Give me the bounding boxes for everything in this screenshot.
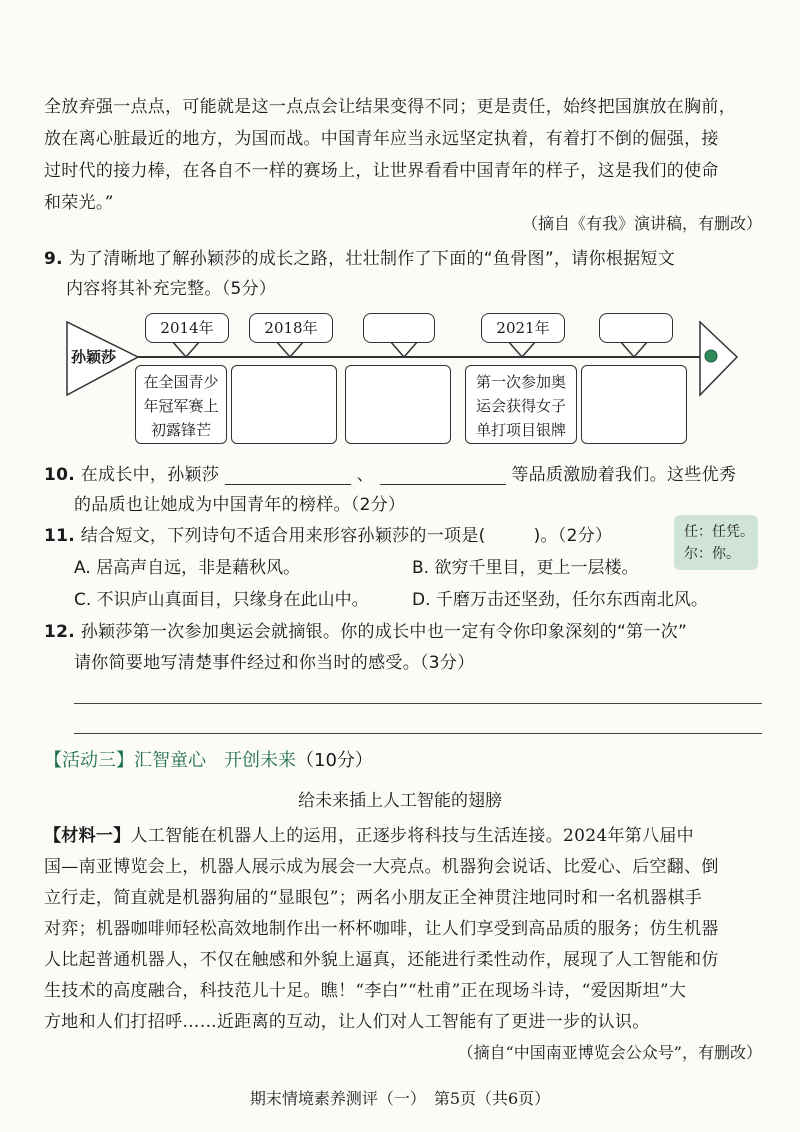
- material-1-line-7: 方地和人们打招呼……近距离的互动，让人们对人工智能有了更进一步的认识。: [44, 1012, 650, 1032]
- option-b: B. 欲穷千里目，更上一层楼。: [412, 558, 639, 578]
- question-10: [44, 460, 764, 485]
- passage-line-4: 和荣光。”: [44, 193, 114, 213]
- question-10-blank-2[interactable]: [380, 466, 506, 485]
- material-1-line-6: 生技术的高度融合，科技范儿十足。瞧！“李白”“杜甫”正在现场斗诗，“爱因斯坦”大: [44, 981, 687, 1001]
- question-11-stem: 结合短文，下列诗句不适合用来形容孙颖莎的一项是(: [80, 526, 486, 546]
- question-9-number: 9.: [44, 249, 63, 269]
- question-10-post: 等品质激励着我们。这些优秀: [511, 465, 737, 485]
- option-a: A. 居高声自远，非是藉秋风。: [74, 558, 301, 578]
- year-pill-4: 2021年: [481, 313, 565, 343]
- question-11: [44, 521, 764, 546]
- fishbone-head-label: 孙颖莎: [71, 348, 117, 366]
- material-title: 给未来插上人工智能的翅膀: [298, 791, 502, 811]
- question-10-sep: 、: [356, 465, 374, 485]
- event-box-4: [465, 365, 577, 444]
- activity-3-heading: [44, 746, 373, 772]
- question-11-stem-end: )。（2分）: [533, 526, 613, 546]
- material-1-source: （摘自“中国南亚博览会公众号”，有删改）: [457, 1043, 762, 1062]
- event-box-4-line-1: 第一次参加奥: [475, 373, 566, 391]
- option-d: D. 千磨万击还坚劲，任尔东西南北风。: [412, 590, 708, 610]
- passage-line-1: 全放弃强一点点，可能就是这一点点会让结果变得不同；更是责任，始终把国旗放在胸前，: [44, 97, 736, 117]
- question-11-number: 11.: [44, 526, 76, 546]
- event-box-2-blank[interactable]: [231, 365, 337, 444]
- material-1-text-1: 人工智能在机器人上的运用，正逐步将科技与生活连接。2024年第八届中: [130, 826, 694, 846]
- annotation-note-line-2: 尔：你。: [684, 546, 740, 562]
- fishbone-connector-3: [390, 341, 418, 357]
- event-box-1: [135, 365, 227, 444]
- fishbone-connector-1: [172, 341, 200, 357]
- event-box-5-blank[interactable]: [581, 365, 687, 444]
- question-12-line2: 请你简要地写清楚事件经过和你当时的感受。（3分）: [74, 653, 475, 673]
- annotation-note-line-1: 任：任凭。: [684, 524, 754, 540]
- material-1-label: 【材料一】: [44, 826, 131, 846]
- material-1-line-3: 立行走，简直就是机器狗届的“显眼包”；两名小朋友正全神贯注地同时和一名机器棋手: [44, 888, 703, 908]
- fishbone-eye: [705, 350, 717, 362]
- fishbone-connector-5: [620, 341, 648, 357]
- year-pill-5-blank[interactable]: [599, 313, 673, 343]
- material-1-line-4: 对弈；机器咖啡师轻松高效地制作出一杯杯咖啡，让人们享受到高品质的服务；仿生机器: [44, 919, 719, 939]
- event-box-1-line-2: 年冠军赛上: [143, 397, 219, 415]
- passage-source: （摘自《有我》演讲稿，有删改）: [521, 214, 762, 233]
- event-box-4-line-2: 运会获得女子: [475, 397, 566, 415]
- activity-3-points: （10分）: [296, 750, 373, 771]
- answer-line-2[interactable]: [74, 733, 762, 734]
- question-10-line2: 的品质也让她成为中国青年的榜样。（2分）: [74, 495, 406, 515]
- passage-line-2: 放在离心脏最近的地方，为国而战。中国青年应当永远坚定执着，有着打不倒的倔强，接: [44, 129, 719, 149]
- material-1-line-1: [44, 821, 764, 846]
- activity-3-label: 【活动三】汇智童心 开创未来: [44, 750, 296, 771]
- question-12-number: 12.: [44, 622, 76, 642]
- question-9-line1: 为了清晰地了解孙颖莎的成长之路，壮壮制作了下面的“鱼骨图”，请你根据短文: [68, 249, 676, 269]
- passage-line-3: 过时代的接力棒，在各自不一样的赛场上，让世界看看中国青年的样子，这是我们的使命: [44, 161, 719, 181]
- year-pill-3-blank[interactable]: [363, 313, 435, 343]
- question-10-blank-1[interactable]: [225, 466, 351, 485]
- year-pill-2: 2018年: [249, 313, 333, 343]
- question-9: [44, 244, 764, 269]
- annotation-note: [674, 515, 758, 570]
- material-1-line-2: 国—南亚博览会上，机器人展示成为展会一大亮点。机器狗会说话、比爱心、后空翻、倒: [44, 857, 719, 877]
- fishbone-connector-4: [508, 341, 536, 357]
- event-box-3-blank[interactable]: [345, 365, 451, 444]
- answer-line-1[interactable]: [74, 703, 762, 704]
- year-pill-1: 2014年: [145, 313, 229, 343]
- question-12: [44, 617, 764, 642]
- option-c: C. 不识庐山真面目，只缘身在此山中。: [74, 590, 369, 610]
- event-box-1-line-3: 初露锋芒: [150, 421, 211, 439]
- fishbone-connector-2: [276, 341, 304, 357]
- event-box-1-line-1: 在全国青少: [143, 373, 219, 391]
- material-1-line-5: 人比起普通机器人，不仅在触感和外貌上逼真，还能进行柔性动作，展现了人工智能和仿: [44, 950, 719, 970]
- question-10-number: 10.: [44, 465, 76, 485]
- question-9-line2: 内容将其补充完整。（5分）: [66, 279, 277, 299]
- event-box-4-line-3: 单打项目银牌: [475, 421, 566, 439]
- question-10-pre: 在成长中，孙颖莎: [80, 465, 220, 485]
- page-footer: 期末情境素养测评（一） 第5页（共6页）: [249, 1089, 551, 1108]
- question-12-line1: 孙颖莎第一次参加奥运会就摘银。你的成长中也一定有令你印象深刻的“第一次”: [80, 622, 688, 642]
